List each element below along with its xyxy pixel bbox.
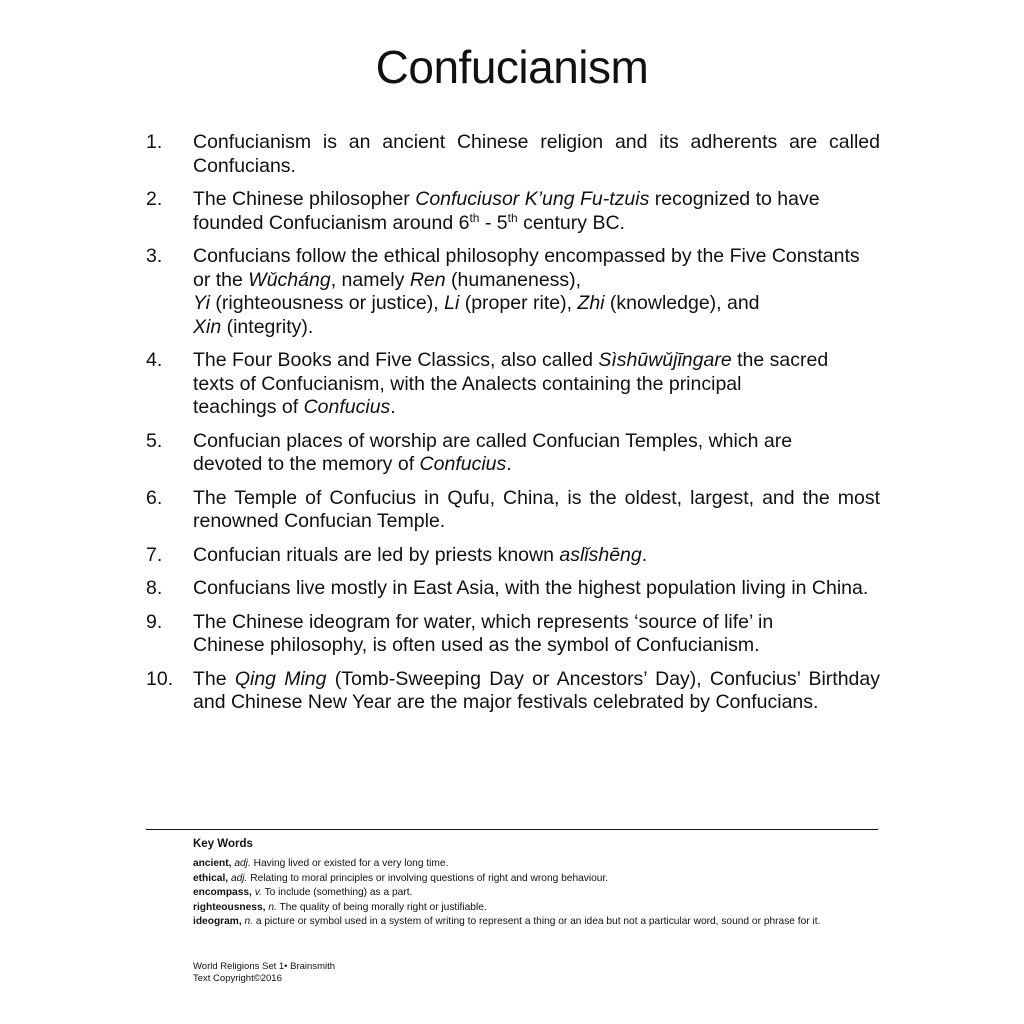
list-item-text [193, 544, 880, 568]
list-item [146, 349, 880, 420]
list-item-number: 4. [146, 349, 163, 371]
list-item-text [193, 131, 880, 178]
text-run: recognized to have founded Confucianism around 6 [193, 188, 820, 234]
key-word-part-of-speech: adj. [234, 858, 251, 869]
key-word-part-of-speech: v. [254, 887, 262, 898]
text-run: (proper rite), [459, 292, 578, 314]
text-run: (Tomb-Sweeping Day or Ancestors’ Day), Confucius’ Birthday and Chinese New Year are the major festivals celebrated by Confucians. [193, 667, 881, 713]
page-title: Confucianism [375, 41, 649, 93]
key-word-definition: Having lived or existed for a very long time. [253, 858, 449, 869]
footer [193, 961, 335, 985]
list-item-number: 9. [146, 610, 163, 633]
italic-term: Confucius [419, 453, 507, 475]
list-item-number: 5. [146, 429, 163, 452]
key-word-entry [193, 886, 953, 901]
text-run: , namely [330, 268, 410, 291]
key-word-definition: To include (something) as a part. [264, 887, 413, 898]
list-item-number: 3. [146, 245, 163, 267]
list-item-text [193, 349, 880, 420]
text-run: Confucians follow the ethical philosophy encompassed by the Five Constants or the [193, 245, 860, 291]
list-item [146, 188, 880, 235]
text-run: (knowledge), and [604, 292, 760, 314]
key-word-term: ancient, [193, 858, 232, 869]
list-item-number: 6. [146, 486, 163, 509]
list-item [146, 577, 880, 601]
text-run: texts of Confucianism, with the Analects containing the principal [193, 372, 742, 395]
list-item-number: 1. [146, 131, 163, 153]
key-word-entry [193, 857, 953, 872]
list-item-text [193, 577, 880, 601]
key-word-term: righteousness, [193, 901, 266, 913]
footer-series-line: World Religions Set 1• Brainsmith [193, 961, 336, 972]
text-run: Confucian rituals are led by priests known [193, 543, 560, 566]
key-words-section [193, 838, 953, 930]
italic-term: Sìshūwǔjīngare [598, 349, 732, 371]
list-item [146, 544, 880, 568]
list-item [146, 245, 880, 339]
text-run: century BC. [517, 211, 625, 234]
key-word-definition: Relating to moral principles or involving questions of right and wrong behaviour. [250, 872, 609, 884]
text-run: Confucians live mostly in East Asia, with the highest population living in China. [193, 577, 869, 599]
text-run: Confucianism is an ancient Chinese religion and its adherents are called Confucians. [193, 131, 880, 177]
italic-term: Li [444, 292, 460, 314]
key-word-part-of-speech: adj. [230, 872, 248, 884]
italic-term: aslǐshēng [559, 543, 642, 566]
list-item-number: 8. [146, 577, 163, 599]
list-item [146, 668, 880, 715]
list-item-text [193, 245, 880, 339]
italic-term: Confuciusor K’ung Fu-tzuis [415, 188, 650, 210]
key-word-definition: The quality of being morally right or justifiable. [279, 901, 487, 913]
text-run: - 5 [479, 211, 508, 234]
list-item [146, 131, 880, 178]
text-run: . [390, 396, 396, 418]
italic-term: Zhi [577, 292, 605, 314]
italic-term: Yi [193, 292, 210, 314]
footer-copyright-line: Text Copyright©2016 [193, 973, 282, 984]
superscript: th [469, 210, 480, 225]
text-run: (humaneness), [445, 268, 582, 291]
key-words-list [193, 857, 953, 930]
text-run: devoted to the memory of [193, 453, 420, 475]
key-word-term: encompass, [193, 887, 252, 898]
list-item [146, 611, 880, 658]
text-run: The Four Books and Five Classics, also called [193, 349, 599, 371]
italic-term: Xin [193, 315, 222, 338]
list-item-text [193, 188, 880, 235]
text-run: Chinese philosophy, is often used as the symbol of Confucianism. [193, 634, 760, 656]
text-run: . [641, 543, 648, 566]
divider-line [146, 829, 878, 830]
text-run: The Temple of Confucius in Qufu, China, is the oldest, largest, and the most renowned Confucian Temple. [193, 486, 880, 532]
text-run: teachings of [193, 396, 304, 418]
key-words-heading: Key Words [193, 838, 253, 850]
list-item-text [193, 611, 880, 658]
text-run: (righteousness or justice), [210, 292, 445, 314]
list-item-number: 7. [146, 543, 163, 566]
italic-term: Wǔcháng [248, 268, 331, 291]
list-item [146, 487, 880, 534]
text-run: The Chinese philosopher [193, 188, 416, 210]
text-run: Confucian places of worship are called Confucian Temples, which are [193, 429, 793, 452]
list-item-number: 10. [146, 667, 174, 690]
list-item-text [193, 668, 880, 715]
text-run: The [193, 667, 235, 690]
list-item [146, 430, 880, 477]
text-run: the sacred [731, 349, 829, 371]
key-word-part-of-speech: n. [268, 901, 277, 913]
key-word-part-of-speech: n. [244, 916, 254, 927]
text-run: . [506, 453, 512, 475]
italic-term: Ren [409, 268, 446, 291]
key-word-term: ethical, [193, 872, 229, 884]
italic-term: Confucius [303, 396, 391, 418]
list-item-text [193, 430, 880, 477]
list-item-number: 2. [146, 188, 163, 210]
list-item-text [193, 487, 880, 534]
text-run: The Chinese ideogram for water, which represents ‘source of life’ in [193, 610, 774, 633]
key-word-entry [193, 872, 953, 887]
key-word-entry [193, 901, 953, 916]
fact-list [146, 131, 880, 725]
superscript: th [507, 210, 518, 225]
key-word-term: ideogram, [193, 916, 242, 927]
key-word-definition: a picture or symbol used in a system of writing to represent a thing or an idea but not a particular word, sound or phrase for it. [255, 916, 821, 927]
text-run: (integrity). [221, 315, 314, 338]
italic-term: Qing Ming [234, 667, 327, 690]
key-word-entry [193, 915, 953, 930]
